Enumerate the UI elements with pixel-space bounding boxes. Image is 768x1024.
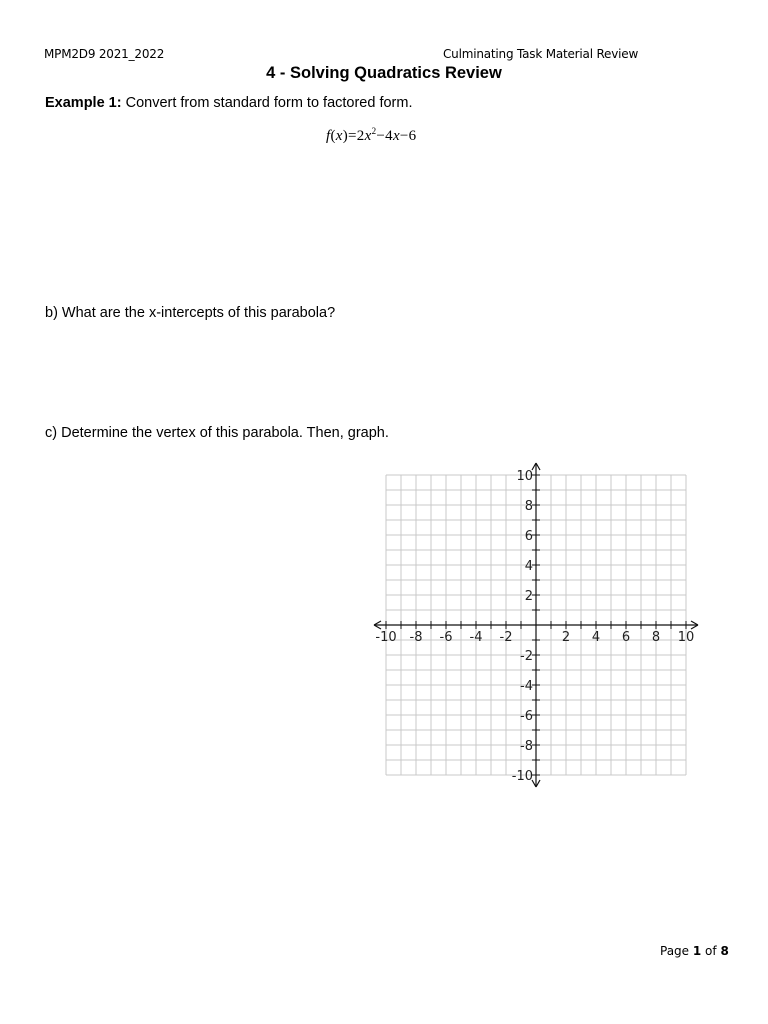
x-tick-label: -6 <box>439 630 453 645</box>
eq-equals: =2 <box>348 128 365 144</box>
y-tick-label: -6 <box>520 709 533 724</box>
course-code: MPM2D9 2021_2022 <box>44 47 165 61</box>
y-tick-label: 2 <box>524 589 533 604</box>
axes <box>374 463 698 787</box>
y-tick-label: 10 <box>516 469 533 484</box>
page-number <box>660 944 729 958</box>
y-tick-label: -2 <box>520 649 533 664</box>
page-current: 1 <box>692 944 702 958</box>
page-word: Page <box>660 944 693 958</box>
page-total: 8 <box>720 944 729 958</box>
part-b-question: b) What are the x-intercepts of this parabola? <box>45 305 336 321</box>
quadratic-equation <box>326 128 416 145</box>
x-tick-label: 6 <box>621 630 631 645</box>
example-1-prompt <box>45 95 413 111</box>
y-axis-tick-labels <box>512 469 533 784</box>
x-axis-tick-labels <box>375 630 694 645</box>
eq-x: x <box>335 128 343 144</box>
example-1-label: Example 1: <box>45 95 122 111</box>
eq-x-squared-base: x <box>364 128 372 144</box>
example-1-text: Convert from standard form to factored form. <box>121 95 413 111</box>
y-tick-label: 8 <box>524 499 533 514</box>
x-tick-label: 4 <box>591 630 601 645</box>
y-tick-label: -10 <box>511 769 533 784</box>
page-title: 4 - Solving Quadratics Review <box>266 64 502 82</box>
document-subtitle: Culminating Task Material Review <box>443 47 639 61</box>
y-tick-label: 6 <box>524 529 533 544</box>
x-tick-label: -10 <box>375 630 397 645</box>
eq-x-linear: x <box>392 128 400 144</box>
eq-exponent: 2 <box>371 126 377 136</box>
page-of-word: of <box>701 944 721 958</box>
coordinate-grid[interactable] <box>360 455 705 800</box>
x-tick-label: 8 <box>651 630 661 645</box>
eq-minus-6: −6 <box>399 128 417 144</box>
y-tick-label: 4 <box>524 559 533 574</box>
x-tick-label: -8 <box>409 630 423 645</box>
eq-close: ) <box>342 128 349 144</box>
eq-minus-4: −4 <box>376 128 393 144</box>
x-tick-label: 2 <box>561 630 571 645</box>
eq-open: ( <box>330 128 336 144</box>
y-tick-label: -8 <box>520 739 533 754</box>
part-c-question: c) Determine the vertex of this parabola. Then, graph. <box>45 425 389 441</box>
x-tick-label: -4 <box>469 630 483 645</box>
x-tick-label: 10 <box>677 630 695 645</box>
x-tick-label: -2 <box>499 630 513 645</box>
eq-f: f <box>326 128 331 144</box>
y-tick-label: -4 <box>520 679 533 694</box>
